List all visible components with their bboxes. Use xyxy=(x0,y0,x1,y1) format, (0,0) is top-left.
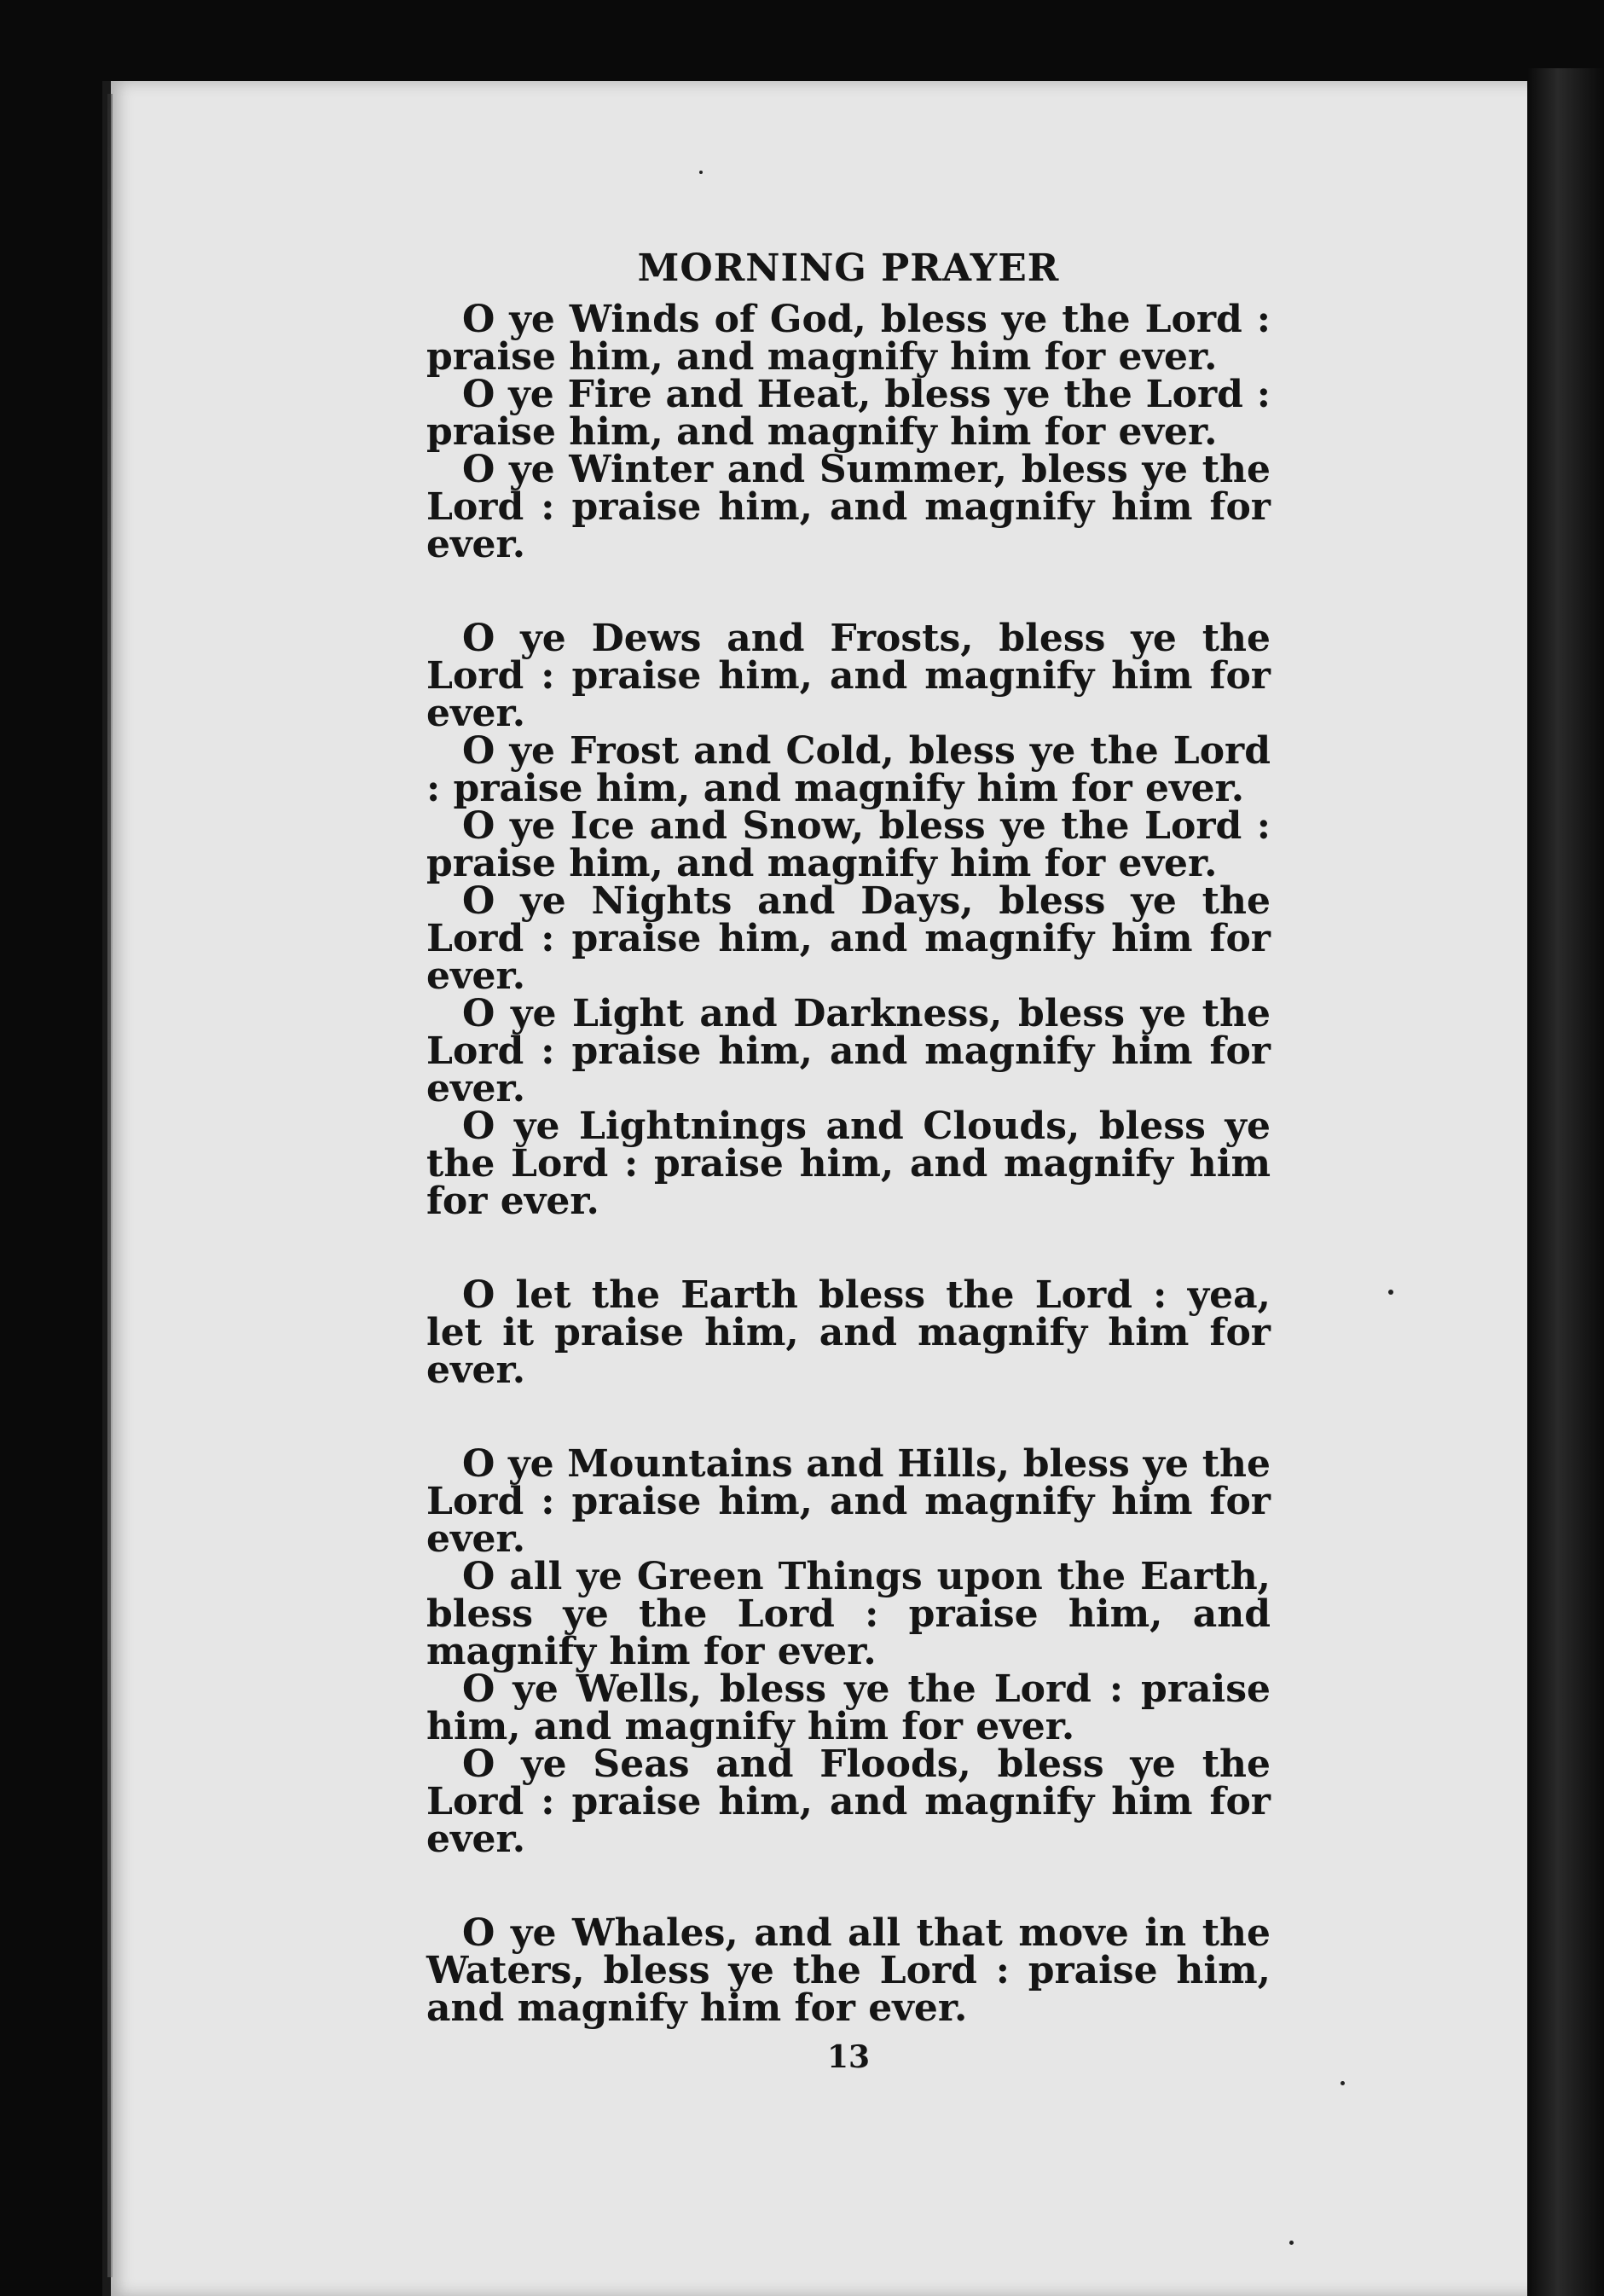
canticle-verse: O ye Light and Darkness, bless ye the Lord : praise him, and magnify him for ever. xyxy=(426,992,1271,1110)
page-text-block xyxy=(426,243,1271,2079)
canticle-verse: O ye Fire and Heat, bless ye the Lord : praise him, and magnify him for ever. xyxy=(426,373,1271,454)
dust-speck xyxy=(699,171,703,174)
canticle-verse: O ye Winds of God, bless ye the Lord : praise him, and magnify him for ever. xyxy=(426,298,1271,379)
dust-speck xyxy=(1289,2241,1294,2245)
page-number: 13 xyxy=(826,2039,871,2075)
dust-speck xyxy=(1341,2081,1345,2085)
canticle-verse: O ye Dews and Frosts, bless ye the Lord : praise him, and magnify him for ever. xyxy=(426,617,1271,735)
canticle-verse: O ye Mountains and Hills, bless ye the Lord : praise him, and magnify him for ever. xyxy=(426,1442,1271,1561)
canticle-verse: O ye Whales, and all that move in the Waters, bless ye the Lord : praise him, and magnify him for ever. xyxy=(426,1911,1271,2030)
canticle-verse: O ye Wells, bless ye the Lord : praise him, and magnify him for ever. xyxy=(426,1667,1271,1748)
dust-speck xyxy=(1388,1290,1393,1295)
canticle-verse: O ye Winter and Summer, bless ye the Lord : praise him, and magnify him for ever. xyxy=(426,448,1271,566)
canticle-verse: O ye Frost and Cold, bless ye the Lord : praise him, and magnify him for ever. xyxy=(426,729,1271,810)
canticle-verse: O ye Nights and Days, bless ye the Lord : praise him, and magnify him for ever. xyxy=(426,879,1271,998)
page-edge-shadow xyxy=(1527,68,1604,2296)
binding-gutter xyxy=(107,94,113,2277)
canticle-verse: O all ye Green Things upon the Earth, bless ye the Lord : praise him, and magnify him for ever. xyxy=(426,1555,1271,1673)
canticle-verse: O let the Earth bless the Lord : yea, let it praise him, and magnify him for ever. xyxy=(426,1273,1271,1392)
running-head: MORNING PRAYER xyxy=(637,246,1060,290)
canticle-verse: O ye Seas and Floods, bless ye the Lord : praise him, and magnify him for ever. xyxy=(426,1742,1271,1861)
canticle-verse: O ye Ice and Snow, bless ye the Lord : praise him, and magnify him for ever. xyxy=(426,804,1271,885)
canticle-verse: O ye Lightnings and Clouds, bless ye the Lord : praise him, and magnify him for ever. xyxy=(426,1105,1271,1223)
